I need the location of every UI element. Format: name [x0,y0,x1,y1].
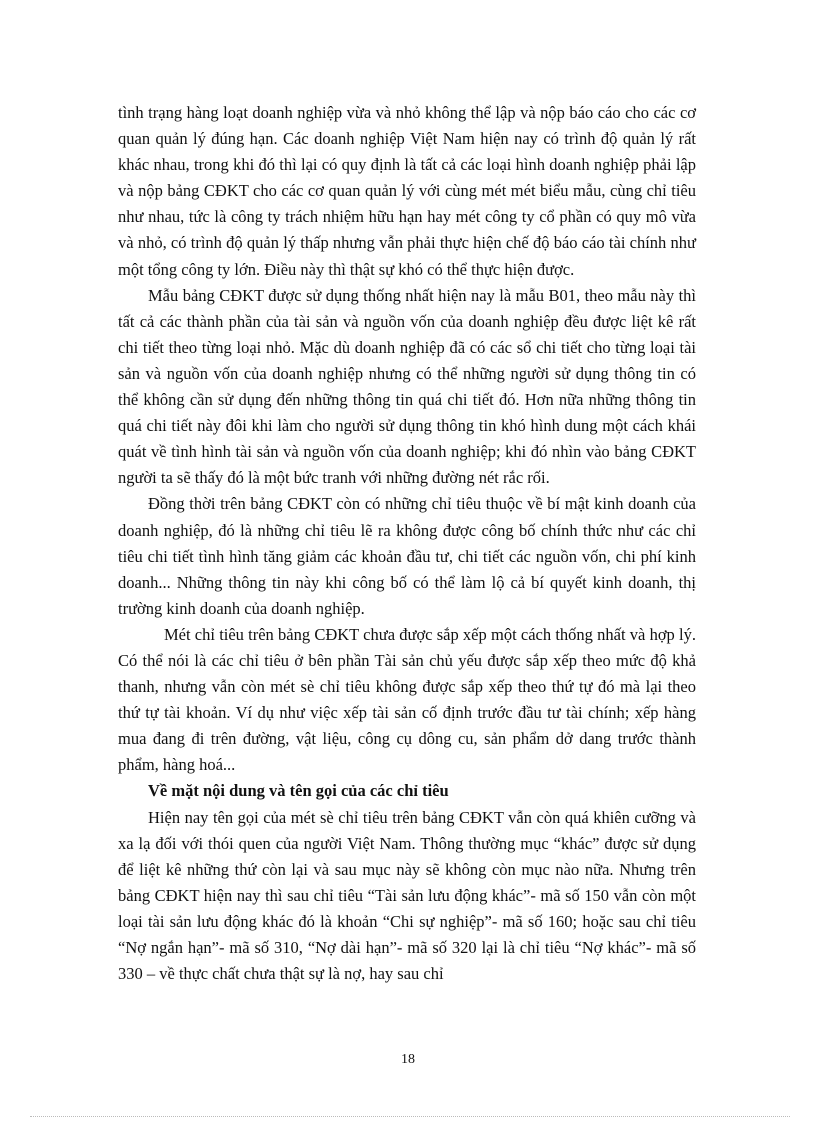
page-number: 18 [401,1052,415,1067]
paragraph-continuation: tình trạng hàng loạt doanh nghiệp vừa và nhỏ không thể lập và nộp báo cáo cho các cơ quan quản lý đúng hạn. Các doanh nghiệp Việt Nam hiện nay có trình độ quản lý rất khác nhau, trong khi đó thì lại có quy định là tất cả các loại hình doanh nghiệp phải lập và nộp bảng CĐKT cho các cơ quan quản lý với cùng mét mét biểu mẫu, cùng chỉ tiêu như nhau, tức là công ty trách nhiệm hữu hạn hay mét công ty cổ phần có quy mô vừa và nhỏ, có trình độ quản lý thấp nhưng vẫn phải thực hiện chế độ báo cáo tài chính như một tổng công ty lớn. Điều này thì thật sự khó có thể thực hiện được. [118,103,696,279]
paragraph-template-b01: Mẫu bảng CĐKT được sử dụng thống nhất hiện nay là mẫu B01, theo mẫu này thì tất cả các thành phần của tài sản và nguồn vốn của doanh nghiệp đều được liệt kê rất chi tiết theo từng loại nhỏ. Mặc dù doanh nghiệp đã có các sổ chi tiết cho từng loại tài sản và nguồn vốn của doanh nghiệp nhưng có thể những người sử dụng thông tin có thể không cần sử dụng đến những thông tin quá chi tiết đó. Hơn nữa những thông tin quá chi tiết này đôi khi làm cho người sử dụng thông tin khó hình dung một cách khái quát về tình hình tài sản và nguồn vốn của doanh nghiệp; khi đó nhìn vào bảng CĐKT người ta sẽ thấy đó là một bức tranh với những đường nét rắc rối. [118,285,696,488]
paragraph-business-secrets: Đồng thời trên bảng CĐKT còn có những chỉ tiêu thuộc về bí mật kinh doanh của doanh nghiệp, đó là những chỉ tiêu lẽ ra không được công bố chính thức như các chỉ tiêu chi tiết tình hình tăng giảm các khoản đầu tư, chi tiết các nguồn vốn, chi phí kinh doanh... Những thông tin này khi công bố có thể làm lộ cả bí quyết kinh doanh, thị trường kinh doanh của doanh nghiệp. [118,494,696,618]
section-heading: Về mặt nội dung và tên gọi của các chỉ tiêu [148,781,449,801]
paragraph-naming: Hiện nay tên gọi của mét sè chỉ tiêu trên bảng CĐKT vẫn còn quá khiên cưỡng và xa lạ đối với thói quen của người Việt Nam. Thông thường mục “khác” được sử dụng để liệt kê những thứ còn lại và sau mục này sẽ không còn mục nào nữa. Nhưng trên bảng CĐKT hiện nay thì sau chỉ tiêu “Tài sản lưu động khác”- mã số 150 vẫn còn một loại tài sản lưu động khác đó là khoản “Chi sự nghiệp”- mã số 160; hoặc sau chỉ tiêu “Nợ ngắn hạn”- mã số 310, “Nợ dài hạn”- mã số 320 lại là chỉ tiêu “Nợ khác”- mã số 330 – về thực chất chưa thật sự là nợ, hay sau chỉ [118,807,696,984]
paragraph-arrangement: Mét chỉ tiêu trên bảng CĐKT chưa được sắp xếp một cách thống nhất và hợp lý. Có thể nói là các chỉ tiêu ở bên phần Tài sản chủ yếu được sắp xếp theo mức độ khả thanh, nhưng vẫn còn mét sè chỉ tiêu không được sắp xếp theo thứ tự đó mà lại theo thứ tự tài khoản. Ví dụ như việc xếp tài sản cố định trước đầu tư tài chính; xếp hàng mua đang đi trên đường, vật liệu, công cụ dông cu, sản phẩm dở dang trước thành phẩm, hàng hoá... [118,624,696,775]
document-body [118,100,696,987]
page-bottom-divider [30,1116,790,1117]
